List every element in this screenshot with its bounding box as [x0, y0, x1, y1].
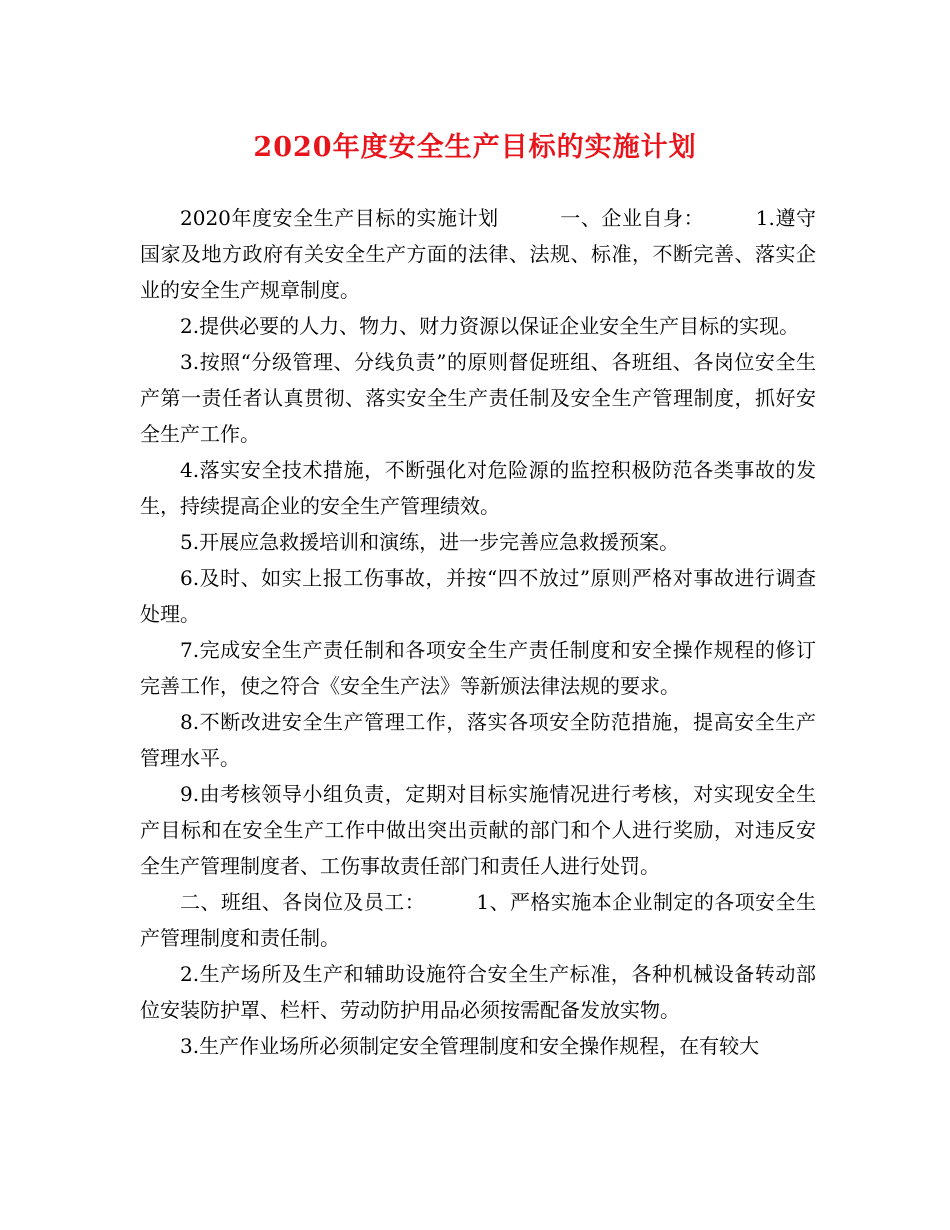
paragraph-9: 9.由考核领导小组负责，定期对目标实施情况进行考核，对实现安全生产目标和在安全生产工作中做出突出贡献的部门和个人进行奖励，对违反安全生产管理制度者、工伤事故责任部门和责任人进行处罚。: [140, 782, 816, 878]
paragraph-12: 3.生产作业场所必须制定安全管理制度和安全操作规程，在有较大: [180, 1034, 760, 1058]
paragraph-11: 2.生产场所及生产和辅助设施符合安全生产标准，各种机械设备转动部位安装防护罩、栏杆、劳动防护用品必须按需配备发放实物。: [140, 962, 816, 1022]
document-body: [140, 200, 816, 1064]
paragraph-5: 5.开展应急救援培训和演练，进一步完善应急救援预案。: [180, 530, 680, 554]
paragraph-4: 4.落实安全技术措施，不断强化对危险源的监控积极防范各类事故的发生，持续提高企业的安全生产管理绩效。: [140, 458, 816, 518]
paragraph-3: 3.按照“分级管理、分线负责”的原则督促班组、各班组、各岗位安全生产第一责任者认真贯彻、落实安全生产责任制及安全生产管理制度，抓好安全生产工作。: [140, 350, 816, 446]
paragraph-7: 7.完成安全生产责任制和各项安全生产责任制度和安全操作规程的修订完善工作，使之符合《安全生产法》等新颁法律法规的要求。: [140, 638, 816, 698]
paragraph-1: 2020年度安全生产目标的实施计划 一、企业自身： 1.遵守国家及地方政府有关安全生产方面的法律、法规、标准，不断完善、落实企业的安全生产规章制度。: [140, 206, 816, 302]
document-title: 2020年度安全生产目标的实施计划: [253, 132, 697, 163]
paragraph-10: 二、班组、各岗位及员工： 1、严格实施本企业制定的各项安全生产管理制度和责任制。: [140, 890, 816, 950]
paragraph-8: 8.不断改进安全生产管理工作，落实各项安全防范措施，提高安全生产管理水平。: [140, 710, 816, 770]
paragraph-2: 2.提供必要的人力、物力、财力资源以保证企业安全生产目标的实现。: [180, 314, 800, 338]
paragraph-6: 6.及时、如实上报工伤事故，并按“四不放过”原则严格对事故进行调查处理。: [140, 566, 816, 626]
